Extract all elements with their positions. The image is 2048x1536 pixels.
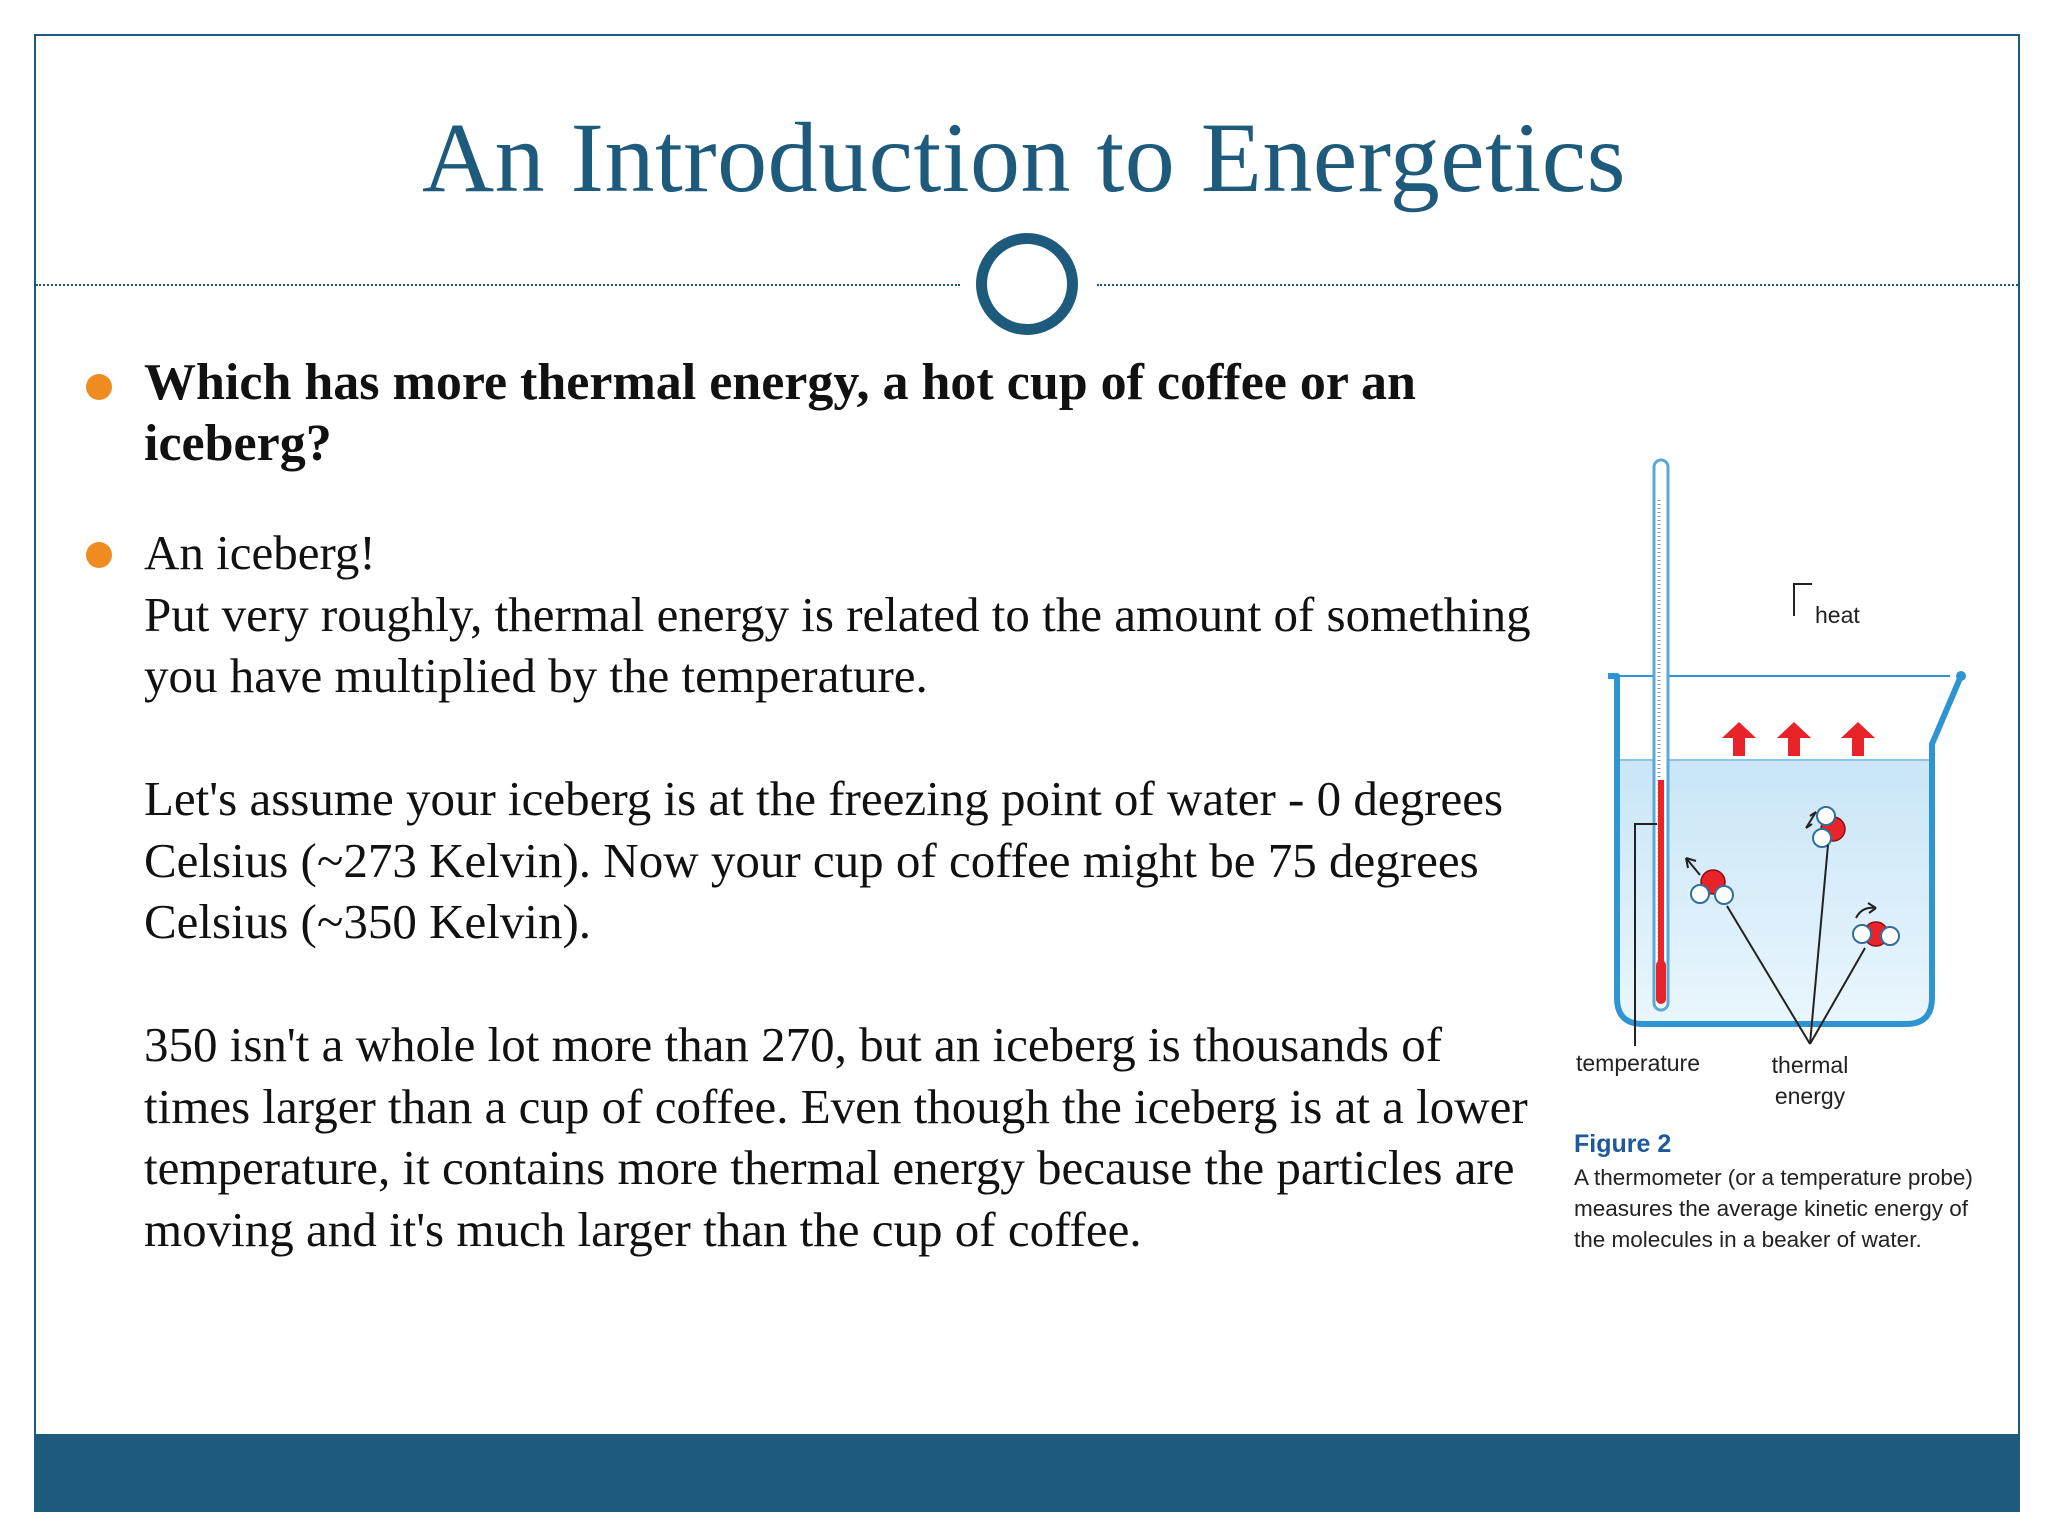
thermometer-mercury <box>1658 780 1664 980</box>
heat-arrows-icon <box>1722 722 1875 756</box>
paragraph-1: Put very roughly, thermal energy is related to the amount of something you have multiplied by the temperature. <box>144 586 1531 703</box>
beaker-spout <box>1956 671 1966 681</box>
bullet-dot-icon <box>86 374 112 400</box>
figure-beaker-thermometer <box>1560 440 2000 1300</box>
thermometer-bulb <box>1656 960 1666 1004</box>
answer-heading: An iceberg! <box>144 525 376 580</box>
bullet-dot-icon <box>86 542 112 568</box>
question-text: Which has more thermal energy, a hot cup of coffee or an iceberg? <box>144 354 1416 472</box>
title-divider-right <box>1097 284 2018 286</box>
title-divider-left <box>36 284 960 286</box>
paragraph-3: 350 isn't a whole lot more than 270, but an iceberg is thousands of times larger than a cup of coffee. Even though the iceberg is at a lower temperature, it contains more thermal energy because the particles are moving and it's much larger than the cup of coffee. <box>144 1017 1528 1257</box>
beaker-diagram <box>1560 440 2000 1080</box>
label-thermal-energy: thermal energy <box>1771 1052 1849 1109</box>
bullet-answer <box>78 522 1558 1260</box>
title-divider-ring-icon <box>976 233 1078 335</box>
footer-bar <box>34 1434 2020 1512</box>
label-heat: heat <box>1815 602 1860 628</box>
slide-content <box>78 352 1558 1260</box>
slide-title: An Introduction to Energetics <box>421 102 1627 213</box>
figure-caption-title: Figure 2 <box>1574 1130 1672 1158</box>
bullet-question <box>78 352 1558 474</box>
heat-pointer <box>1794 584 1812 616</box>
figure-caption-text: A thermometer (or a temperature probe) measures the average kinetic energy of the molecules in a beaker of water. <box>1574 1165 1973 1252</box>
paragraph-2: Let's assume your iceberg is at the freezing point of water - 0 degrees Celsius (~273 Kelvin). Now your cup of coffee might be 75 degrees Celsius (~350 Kelvin). <box>144 771 1504 949</box>
label-temperature: temperature <box>1576 1050 1701 1076</box>
